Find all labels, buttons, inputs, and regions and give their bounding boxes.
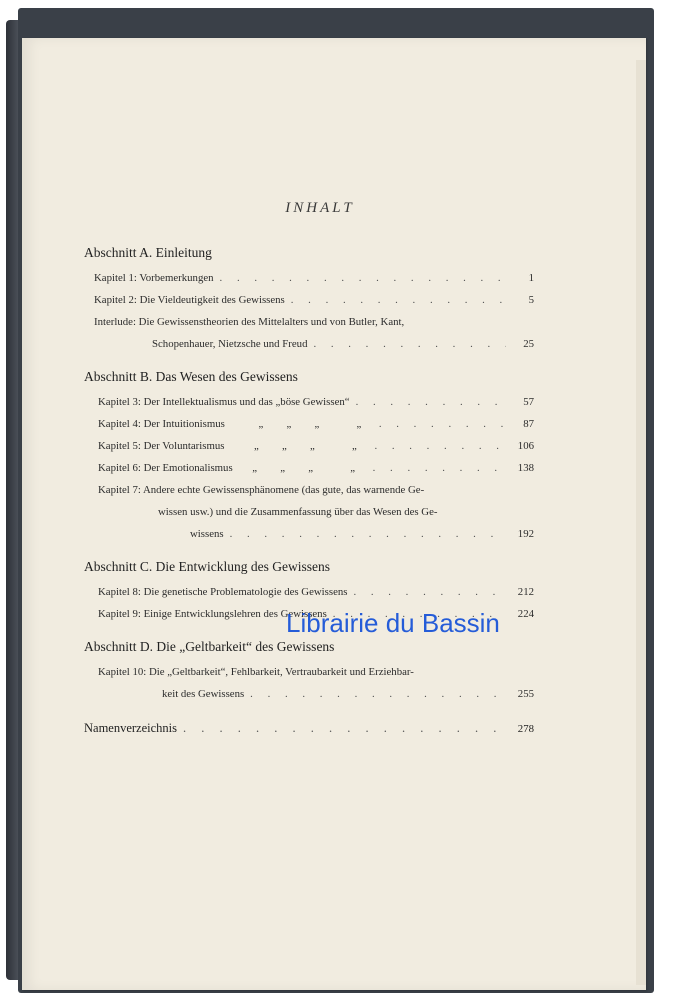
toc-entry xyxy=(98,457,534,479)
entry-label-cont: keit des Gewissens xyxy=(162,688,245,700)
entry-label: Kapitel 9: Einige Entwicklungslehren des Gewissens xyxy=(98,608,327,620)
toc-entry xyxy=(98,413,534,435)
section-d-heading: Abschnitt D. Die „Geltbarkeit“ des Gewissens xyxy=(84,639,335,654)
toc-entry xyxy=(98,391,534,413)
ditto-mark: „ xyxy=(254,440,259,452)
section-a-heading: Abschnitt A. Einleitung xyxy=(84,245,212,260)
entry-page: 106 xyxy=(517,440,534,452)
leader-dots xyxy=(313,333,506,355)
index-page: 278 xyxy=(517,723,534,735)
page-edge xyxy=(636,60,646,985)
entry-label: Kapitel 7: Andere echte Gewissensphänomene (das gute, das warnende Ge- xyxy=(98,484,425,496)
entry-label-cont: wissens xyxy=(190,528,224,540)
entry-label: Kapitel 6: Der Emotionalismus xyxy=(98,462,233,474)
ditto-mark: „ xyxy=(314,418,320,430)
entry-page: 1 xyxy=(528,272,534,284)
entry-label: Kapitel 5: Der Voluntarismus xyxy=(98,440,225,452)
ditto-mark: „ xyxy=(310,440,315,452)
toc-entry xyxy=(98,581,534,603)
leader-dots xyxy=(230,523,506,545)
toc-entry xyxy=(94,289,534,311)
toc-entry xyxy=(98,479,534,545)
ditto-mark: „ xyxy=(252,462,258,474)
entry-page: 57 xyxy=(523,396,534,408)
entry-label-cont: wissen usw.) und die Zusammenfassung über das Wesen des Ge- xyxy=(158,506,438,518)
entry-label-cont: Schopenhauer, Nietzsche und Freud xyxy=(152,338,308,350)
entry-label: Kapitel 1: Vorbemerkungen xyxy=(94,272,214,284)
toc-entry xyxy=(98,435,534,457)
ditto-mark: „ xyxy=(308,462,314,474)
entry-page: 25 xyxy=(523,338,534,350)
leader-dots xyxy=(220,267,506,289)
section-b-heading: Abschnitt B. Das Wesen des Gewissens xyxy=(84,369,298,384)
entry-label: Kapitel 3: Der Intellektualismus und das „böse Gewissen“ xyxy=(98,396,350,408)
index-label: Namenverzeichnis xyxy=(84,721,178,735)
toc-entry xyxy=(98,661,534,705)
entry-page: 212 xyxy=(517,586,534,598)
table-of-contents xyxy=(84,190,534,742)
toc-entry xyxy=(94,267,534,289)
leader-dots xyxy=(379,413,506,435)
entry-label: Kapitel 4: Der Intuitionismus xyxy=(98,418,225,430)
entry-label: Kapitel 2: Die Vieldeutigkeit des Gewissens xyxy=(94,294,285,306)
entry-page: 138 xyxy=(517,462,534,474)
watermark-text: Librairie du Bassin xyxy=(286,608,500,638)
entry-label: Interlude: Die Gewissenstheorien des Mittelalters und von Butler, Kant, xyxy=(94,316,405,328)
index-entry xyxy=(84,721,534,736)
entry-label: Kapitel 8: Die genetische Problematologie des Gewissens xyxy=(98,586,348,598)
leader-dots xyxy=(356,391,506,413)
entry-label: Kapitel 10: Die „Geltbarkeit“, Fehlbarkeit, Vertraubarkeit und Erziehbar- xyxy=(98,666,414,678)
ditto-mark: „ xyxy=(286,418,292,430)
entry-page: 5 xyxy=(528,294,534,306)
ditto-mark: „ xyxy=(282,440,287,452)
section-c-heading: Abschnitt C. Die Entwicklung des Gewissens xyxy=(84,559,330,574)
leader-dots xyxy=(250,683,506,705)
ditto-mark: „ xyxy=(350,462,356,474)
leader-dots xyxy=(373,457,506,479)
ditto-mark: „ xyxy=(352,440,357,452)
entry-page: 192 xyxy=(517,528,534,540)
leader-dots xyxy=(183,721,506,736)
leader-dots xyxy=(353,581,506,603)
ditto-mark: „ xyxy=(280,462,286,474)
entry-page: 224 xyxy=(517,608,534,620)
toc-entry xyxy=(94,311,534,355)
ditto-mark: „ xyxy=(356,418,362,430)
entry-page: 87 xyxy=(523,418,534,430)
leader-dots xyxy=(374,435,506,457)
entry-page: 255 xyxy=(517,688,534,700)
ditto-mark: „ xyxy=(258,418,264,430)
leader-dots xyxy=(291,289,506,311)
toc-title: INHALT xyxy=(285,200,355,216)
